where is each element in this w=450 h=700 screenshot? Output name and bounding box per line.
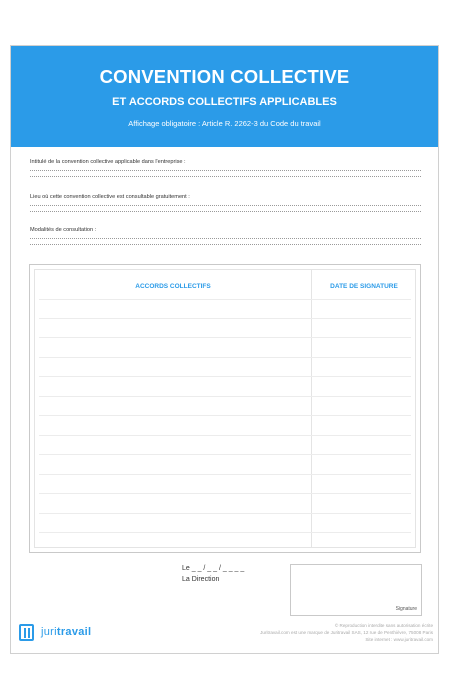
poster-subtitle: ET ACCORDS COLLECTIFS APPLICABLES	[112, 96, 337, 108]
table-row	[39, 299, 411, 300]
table-row	[39, 415, 411, 416]
table-row	[39, 513, 411, 514]
date-signature-block	[182, 563, 244, 585]
logo-text-prefix: juri	[41, 626, 57, 638]
signature-box	[290, 564, 422, 616]
dotted-line	[30, 205, 421, 206]
legal-reference: Affichage obligatoire : Article R. 2262-3 du Code du travail	[128, 119, 321, 128]
table-row	[39, 396, 411, 397]
header-banner	[11, 46, 438, 147]
legal-line: © Reproduction interdite sans autorisation écrite	[334, 623, 433, 628]
direction-label: La Direction	[182, 576, 220, 583]
logo-mark-icon	[19, 624, 34, 641]
field-convention-title	[30, 159, 421, 177]
legal-line: Site internet : www.juritravail.com	[365, 637, 433, 642]
poster-title: CONVENTION COLLECTIVE	[99, 66, 350, 87]
dotted-line	[30, 170, 421, 171]
date-line: Le _ _ / _ _ / _ _ _ _	[182, 565, 245, 572]
dotted-line	[30, 238, 421, 239]
field-label: Modalités de consultation :	[30, 227, 97, 233]
poster-sheet	[10, 45, 439, 654]
table-row	[39, 435, 411, 436]
dotted-line	[30, 176, 421, 177]
table-row	[39, 474, 411, 475]
dotted-line	[30, 211, 421, 212]
table-row	[39, 532, 411, 533]
column-header-signature-date: DATE DE SIGNATURE	[330, 283, 398, 290]
table-row	[39, 493, 411, 494]
table-row	[39, 454, 411, 455]
column-separator	[311, 270, 312, 547]
legal-line: Juritravail.com est une marque de Juritravail SAS, 12 rue de Penthièvre, 75008 Paris	[260, 630, 433, 635]
table-inner	[34, 269, 416, 548]
logo-text-suffix: travail	[56, 626, 92, 638]
dotted-line	[30, 244, 421, 245]
field-consultation-place	[30, 194, 421, 212]
table-row	[39, 357, 411, 358]
logo-text	[41, 626, 91, 638]
column-header-agreements: ACCORDS COLLECTIFS	[135, 283, 211, 290]
field-consultation-terms	[30, 227, 421, 245]
field-label: Intitulé de la convention collective applicable dans l'entreprise :	[30, 159, 186, 165]
agreements-table	[29, 264, 421, 553]
field-label: Lieu où cette convention collective est consultable gratuitement :	[30, 194, 190, 200]
table-row	[39, 318, 411, 319]
legal-footer	[260, 622, 433, 643]
table-row	[39, 337, 411, 338]
table-row	[39, 376, 411, 377]
signature-label: Signature	[395, 606, 417, 612]
